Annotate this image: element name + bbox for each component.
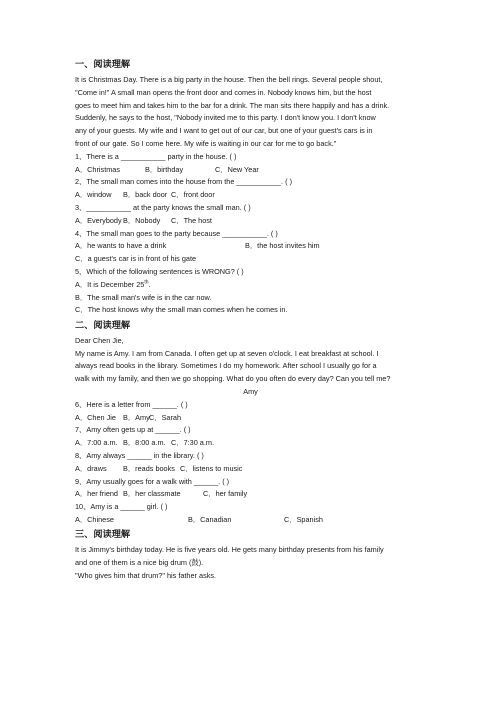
passage-line: front of our gate. So I come here. My wife is waiting in our car for me to go back." [75,138,337,148]
question-4-options [75,240,426,253]
passage-line: any of your guests. My wife and I want to get out of our car, but one of your guest's cars is in [75,126,373,136]
passage-line: and one of them is a nice big drum (鼓). [75,558,204,568]
option-c: C．Sarah [149,412,182,422]
option-a: A．Chen Jie [75,412,116,422]
option-b: B．8:00 a.m. [123,438,166,448]
section-title: 三、阅读理解 [75,529,131,541]
option-b: B．back door [123,190,168,200]
option-a: A．Christmas [75,164,121,174]
question-8: 8、Amy always ______ in the library. ( ) [75,450,204,460]
question-3-options [75,215,426,228]
question-7-options [75,437,426,450]
section-title: 一、阅读理解 [75,59,131,70]
option-a: A．Chinese [75,514,114,524]
question-8-options [75,463,426,476]
option-c: C．a guest's car is in front of his gate [75,254,197,264]
option-c: C．7:30 a.m. [171,438,214,448]
option-c: C．listens to music [180,463,243,473]
passage-line: "Come in!" A small man opens the front door and comes in. Nobody knows him, but the host [75,87,372,97]
passage-line: It is Christmas Day. There is a big party in the house. Then the bell rings. Several people shout, [75,75,383,84]
question-1-options [75,164,426,177]
option-a: A．window [75,190,112,200]
passage-line: goes to meet him and takes him to the bar for a drink. The man sits there happily and has a drink. [75,100,390,110]
option-c: C．The host knows why the small man comes when he comes in. [75,305,288,315]
option-b: B．birthday [145,164,184,174]
option-a-text: A．It is December 25 [75,279,145,289]
option-b: B．the host invites him [245,241,320,251]
section-title: 二、阅读理解 [75,319,131,331]
option-c: C．Spanish [284,514,323,524]
option-b: B．The small man's wife is in the car now. [75,292,212,302]
option-b: B．Nobody [123,215,161,225]
passage-line: My name is Amy. I am from Canada. I often get up at seven o'clock. I eat breakfast at school. I [75,348,379,358]
question-5: 5、Which of the following sentences is WRONG? ( ) [75,266,244,276]
option-c: C．New Year [215,164,259,174]
question-6-options [75,412,426,425]
option-c: C．The host [171,215,212,225]
option-a: A．draws [75,463,107,473]
question-10-options [75,514,426,527]
question-9-options [75,488,426,501]
section-1 [75,59,426,317]
question-9: 9、Amy usually goes for a walk with ______. ( ) [75,476,230,486]
question-2-options [75,189,426,202]
option-a: A．her friend [75,489,118,499]
question-6: 6、Here is a letter from ______. ( ) [75,399,188,409]
question-10: 10、Amy is a ______ girl. ( ) [75,502,168,512]
question-3: 3、___________ at the party knows the small man. ( ) [75,202,251,212]
section-3 [75,529,426,582]
option-b: B．Amy [123,412,150,422]
option-a [75,279,426,292]
section-2 [75,320,426,527]
option-b: B．her classmate [123,489,181,499]
letter-signoff: Amy [243,386,258,396]
option-a: A．Everybody [75,215,122,225]
passage-line: "Who gives him that drum?" his father asks. [75,570,217,580]
question-2: 2、The small man comes into the house from the ___________. ( ) [75,177,292,187]
option-a-superscript: th [144,279,149,286]
passage-line: Suddenly, he says to the host, "Nobody invited me to this party. I don't know you. I don't know [75,113,376,123]
option-c: C．her family [203,489,248,499]
letter-greeting: Dear Chen Jie, [75,335,124,345]
option-a: A．7:00 a.m. [75,438,118,448]
option-c: C．front door [171,190,215,200]
passage-line: always read books in the library. Sometimes I do my homework. After school I usually go for a [75,361,377,371]
passage-line: walk with my family, and then we go shopping. What do you often do every day? Can you tell me? [75,374,391,384]
question-1: 1、There is a ___________ party in the house. ( ) [75,151,237,161]
option-a: A．he wants to have a drink [75,241,167,251]
question-7: 7、Amy often gets up at ______. ( ) [75,425,191,435]
option-a-period: . [148,279,151,289]
question-4: 4、The small man goes to the party because ___________. ( ) [75,228,278,238]
option-b: B．reads books [123,463,175,473]
passage-line: It is Jimmy's birthday today. He is five years old. He gets many birthday presents from his family [75,545,384,555]
option-b: B．Canadian [188,514,232,524]
